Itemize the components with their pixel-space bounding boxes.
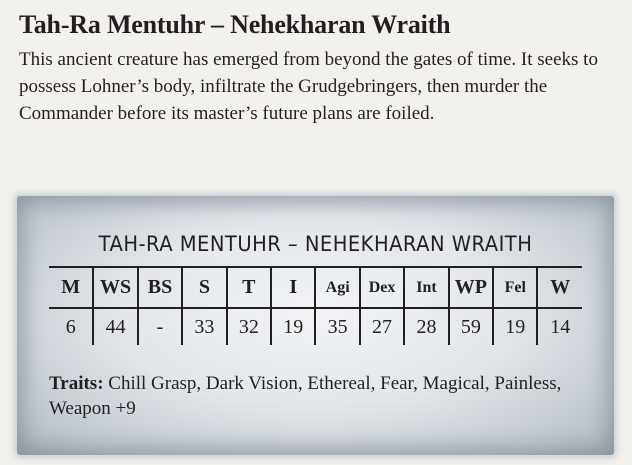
stat-header-int: Int bbox=[404, 267, 448, 308]
stat-header-t: T bbox=[227, 267, 271, 308]
intro-paragraph: This ancient creature has emerged from beyond the gates of time. It seeks to possess Lohner’s body, infiltrate the Grudgebringers, then murder the Commander before its master’s future plans are foiled. bbox=[19, 49, 598, 124]
stat-value-dex: 27 bbox=[360, 308, 404, 345]
stat-header-dex: Dex bbox=[360, 267, 404, 308]
stat-value-m: 6 bbox=[65, 315, 76, 338]
stat-value-i: 19 bbox=[271, 308, 315, 345]
stat-value-t: 32 bbox=[227, 308, 271, 345]
stat-value-s: 33 bbox=[182, 308, 226, 345]
stat-header-row bbox=[49, 267, 582, 308]
stat-header-bs: BS bbox=[138, 267, 182, 308]
stat-header-w: W bbox=[537, 267, 582, 308]
traits-label: Traits: bbox=[49, 373, 104, 394]
stat-table bbox=[49, 266, 582, 345]
stat-header-agi: Agi bbox=[315, 267, 359, 308]
stat-value-agi: 35 bbox=[315, 308, 359, 345]
stat-value-wp: 59 bbox=[449, 308, 493, 345]
stat-header-wp: WP bbox=[449, 267, 493, 308]
stat-header-m: M bbox=[61, 276, 81, 298]
page-title: Tah-Ra Mentuhr – Nehekharan Wraith bbox=[19, 10, 451, 39]
stat-box bbox=[17, 196, 614, 455]
stat-block-heading: TAH-RA MENTUHR – NEHEKHARAN WRAITH bbox=[98, 232, 533, 256]
stat-value-row bbox=[49, 308, 582, 345]
traits-text: Chill Grasp, Dark Vision, Ethereal, Fear, Magical, Painless, Weapon +9 bbox=[49, 373, 562, 419]
stat-value-ws: 44 bbox=[93, 308, 137, 345]
traits-paragraph bbox=[49, 371, 589, 421]
stat-value-fel: 19 bbox=[493, 308, 537, 345]
stat-header-ws: WS bbox=[93, 267, 137, 308]
stat-header-s: S bbox=[182, 267, 226, 308]
stat-header-i: I bbox=[271, 267, 315, 308]
stat-value-w: 14 bbox=[537, 308, 582, 345]
stat-header-fel: Fel bbox=[493, 267, 537, 308]
stat-value-int: 28 bbox=[404, 308, 448, 345]
stat-value-bs: - bbox=[138, 308, 182, 345]
